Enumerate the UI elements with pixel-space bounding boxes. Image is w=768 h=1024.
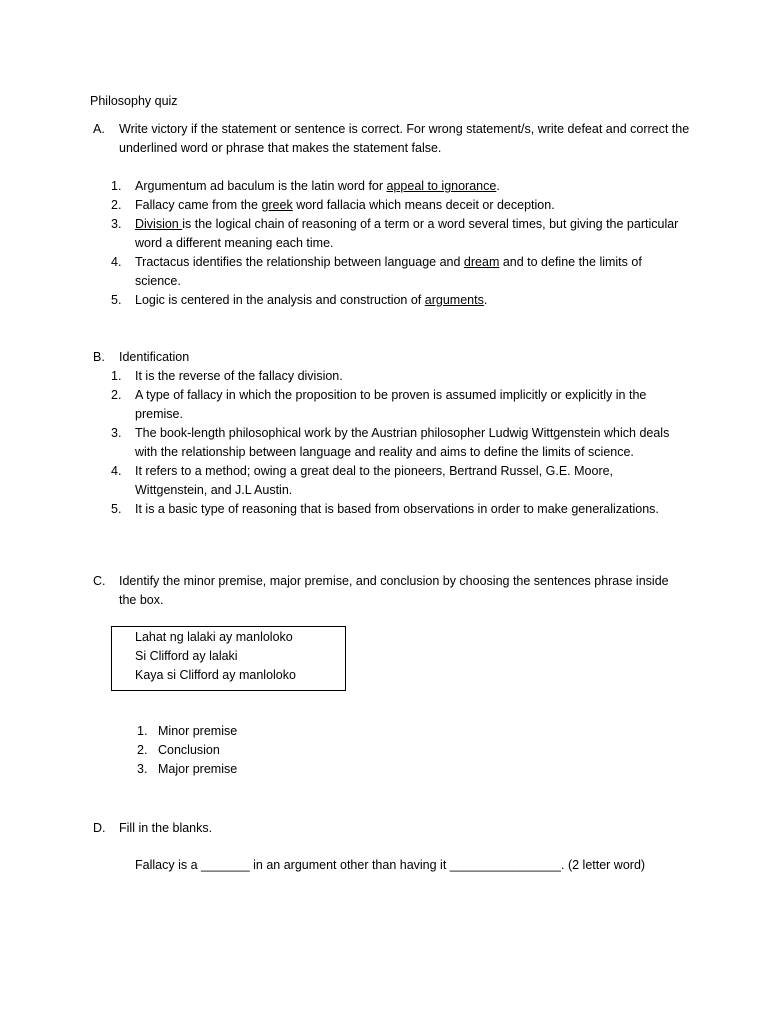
section-b-list [111, 367, 683, 519]
list-item: 5. It is a basic type of reasoning that is based from observations in order to make generalizations. [111, 502, 659, 516]
section-a-letter: A. [93, 122, 105, 136]
underlined-phrase: Division [135, 217, 183, 231]
section-a-instruction: Write victory if the statement or sentence is correct. For wrong statement/s, write defeat and correct the underlined word or phrase that makes the statement false. [119, 122, 690, 155]
section-d-letter: D. [93, 821, 106, 835]
list-item: 2. Conclusion [137, 743, 220, 757]
section-a-list [111, 177, 683, 310]
underlined-phrase: arguments [424, 293, 484, 307]
list-item: 1. Argumentum ad baculum is the latin word for appeal to ignorance. [111, 179, 500, 193]
list-item: 3. Division is the logical chain of reasoning of a term or a word several times, but giving the particular word a different meaning each time. [111, 217, 679, 250]
section-c-letter: C. [93, 574, 106, 588]
list-item: 4. Tractacus identifies the relationship between language and dream and to define the limits of science. [111, 255, 642, 288]
list-item: 4. It refers to a method; owing a great deal to the pioneers, Bertrand Russel, G.E. Moore, Wittgenstein, and J.L Austin. [111, 464, 614, 497]
box-line: Kaya si Clifford ay manloloko [135, 668, 296, 682]
underlined-phrase: greek [261, 198, 293, 212]
section-d [93, 819, 683, 838]
underlined-phrase: appeal to ignorance [386, 179, 497, 193]
section-b [93, 348, 683, 519]
section-b-heading: Identification [119, 350, 190, 364]
section-c-instruction: Identify the minor premise, major premise, and conclusion by choosing the sentences phrase inside the box. [119, 574, 669, 607]
victory-keyword: victory [151, 122, 188, 136]
list-item: 2. Fallacy came from the greek word fallacia which means deceit or deception. [111, 198, 555, 212]
section-c-list [137, 722, 237, 779]
list-item: 2. A type of fallacy in which the proposition to be proven is assumed implicitly or explicitly in the premise. [111, 388, 647, 421]
underlined-phrase: dream [463, 255, 500, 269]
list-item: 1. It is the reverse of the fallacy division. [111, 369, 343, 383]
fill-in-sentence: Fallacy is a _______ in an argument other than having it ________________. (2 letter word) [135, 858, 646, 872]
list-item: 5. Logic is centered in the analysis and construction of arguments. [111, 293, 488, 307]
section-c [93, 572, 683, 610]
syllogism-box [111, 626, 346, 691]
list-item: 3. Major premise [137, 762, 238, 776]
list-item: 3. The book-length philosophical work by the Austrian philosopher Ludwig Wittgenstein which deals with the relationship between language and reality and aims to define the limits of science. [111, 426, 670, 459]
section-a [93, 120, 690, 310]
box-line: Si Clifford ay lalaki [135, 649, 238, 663]
section-b-letter: B. [93, 350, 105, 364]
section-d-heading: Fill in the blanks. [119, 821, 213, 835]
page-title: Philosophy quiz [90, 94, 178, 108]
box-line: Lahat ng lalaki ay manloloko [135, 630, 293, 644]
list-item: 1. Minor premise [137, 724, 238, 738]
